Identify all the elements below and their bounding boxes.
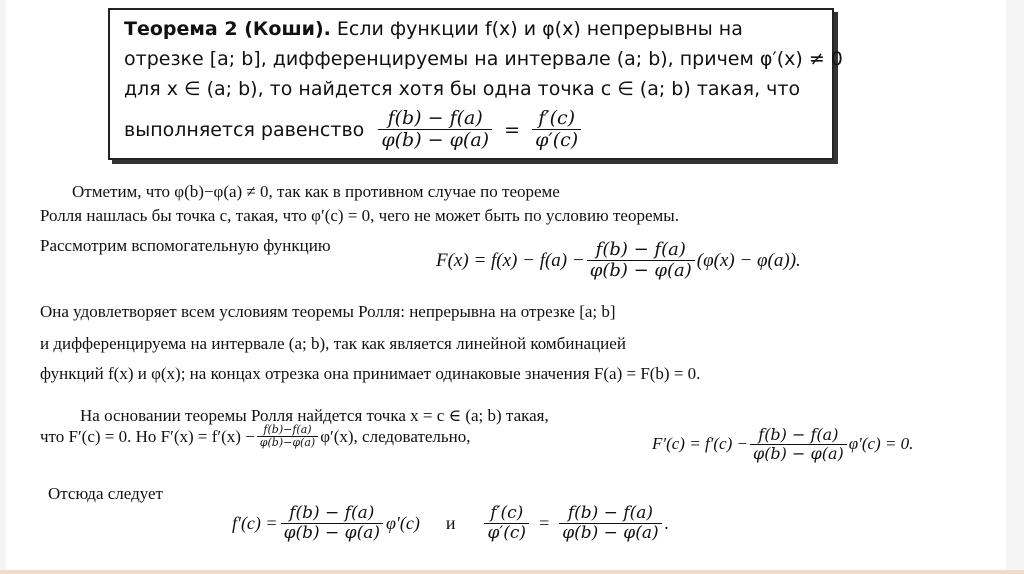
fraction-denominator: φ(b) − φ(a) (283, 522, 380, 543)
F-def-right: (φ(x) − φ(a)). (696, 249, 801, 271)
fraction-denominator: φ′(c) (535, 128, 579, 151)
equals-sign: = (504, 118, 521, 141)
fraction-numerator: f′(c) (484, 504, 529, 524)
final-equals: = (538, 513, 551, 534)
p4-small-fraction (257, 424, 318, 450)
paragraph-3-line-1: Она удовлетворяет всем условиям теоремы Ролля: непрерывна на отрезке [a; b] (40, 302, 616, 321)
final-left: f′(c) = (232, 513, 278, 534)
fraction-numerator: f(b) − f(a) (750, 426, 847, 445)
fraction-denominator: φ(b)−φ(a) (259, 436, 316, 450)
theorem-line-3: для x ∈ (a; b), то найдется хотя бы одна точка c ∈ (a; b) такая, что (124, 78, 801, 100)
final-fraction-3 (559, 504, 661, 543)
paragraph-3-line-2: и дифференцируема на интервале (a; b), так как является линейной комбинацией (40, 334, 626, 353)
fraction-numerator: f(b) − f(a) (587, 240, 695, 261)
fraction-denominator: φ′(c) (487, 522, 527, 543)
theorem-line-1 (124, 18, 743, 40)
fraction-numerator: f(b) − f(a) (281, 504, 383, 524)
final-formula (232, 504, 669, 543)
fraction-denominator: φ(b) − φ(a) (562, 522, 659, 543)
final-and: и (445, 513, 456, 534)
paragraph-2: Рассмотрим вспомогательную функцию (40, 236, 331, 255)
fraction-numerator: f(b)−f(a) (257, 424, 318, 437)
slide-bottom-bar (0, 570, 1024, 574)
Fc-fraction (750, 426, 847, 463)
Fc-left: F′(c) = f′(c) − (652, 434, 748, 454)
fraction-numerator: f(b) − f(a) (378, 108, 492, 130)
theorem-text-4: выполняется равенство (124, 118, 365, 141)
fraction-denominator: φ(b) − φ(a) (752, 443, 844, 463)
paragraph-3-line-3: функций f(x) и φ(x); на концах отрезка она принимает одинаковые значения F(a) = F(b) = 0. (40, 364, 701, 383)
fraction-denominator: φ(b) − φ(a) (381, 128, 490, 151)
theorem-fraction-left (378, 108, 492, 152)
slide-right-strip (1006, 0, 1024, 574)
theorem-box (108, 8, 843, 160)
p4-right: φ′(x), следовательно, (320, 426, 471, 446)
Fc-formula (652, 426, 913, 463)
p4-left: что F′(c) = 0. Но F′(x) = f′(x) − (40, 426, 255, 446)
final-fraction-1 (281, 504, 383, 543)
theorem-fraction-right (532, 108, 581, 152)
paragraph-4-line-2 (40, 424, 471, 450)
paragraph-4-line-1: На основании теоремы Ролля найдется точка x = c ∈ (a; b) такая, (80, 406, 549, 425)
fraction-numerator: f′(c) (532, 108, 581, 130)
paragraph-1-line-1: Отметим, что φ(b)−φ(a) ≠ 0, так как в противном случае по теореме (72, 182, 560, 201)
F-def-fraction (587, 240, 695, 281)
Fc-right: φ′(c) = 0. (848, 434, 914, 454)
paragraph-5: Отсюда следует (48, 484, 163, 503)
F-def-left: F(x) = f(x) − f(a) − (436, 249, 585, 271)
fraction-denominator: φ(b) − φ(a) (589, 259, 692, 281)
theorem-text-1: Если функции f(x) и φ(x) непрерывны на (336, 18, 743, 40)
fraction-numerator: f(b) − f(a) (559, 504, 661, 524)
final-end: . (664, 513, 670, 534)
F-definition (436, 240, 801, 281)
paragraph-1-line-2: Ролля нашлась бы точка c, такая, что φ′(c) = 0, чего не может быть по условию теоремы. (40, 206, 679, 225)
final-mid: φ′(c) (385, 513, 420, 534)
slide-left-edge (0, 0, 6, 574)
theorem-line-4 (124, 108, 581, 152)
theorem-line-2: отрезке [a; b], дифференцируемы на интервале (a; b), причем φ′(x) ≠ 0 (124, 48, 843, 70)
final-fraction-2 (484, 504, 529, 543)
theorem-title: Теорема 2 (Коши). (124, 18, 331, 40)
